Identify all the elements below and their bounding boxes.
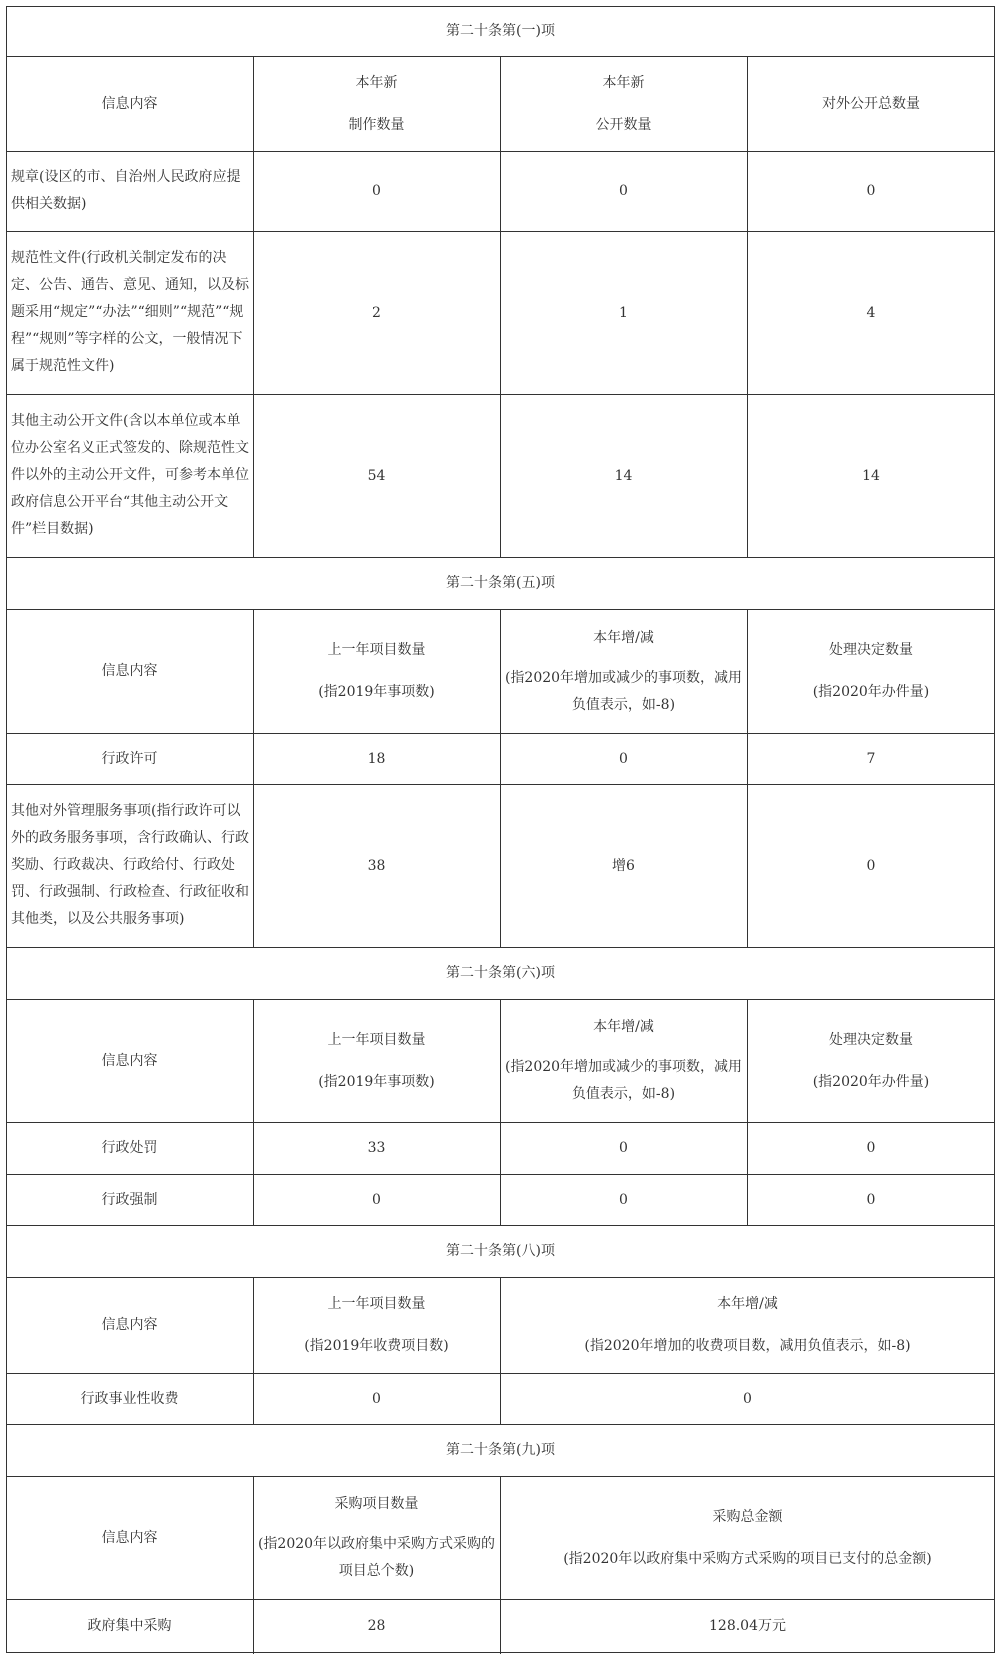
header-prev-year-fees: 上一年项目数量 (指2019年收费项目数): [304, 1296, 449, 1354]
row-value: 7: [866, 750, 876, 767]
row-value: 0: [866, 183, 876, 199]
row-value: 18: [367, 750, 386, 767]
row-value: 0: [372, 183, 381, 199]
section-title-1: 第二十条第(一)项: [446, 23, 555, 39]
row-value: 0: [619, 1140, 628, 1156]
header-info-content: 信息内容: [101, 1529, 158, 1546]
header-total-public: 对外公开总数量: [822, 95, 920, 112]
header-year-change: 本年增/减 (指2020年增加或减少的事项数，减用 负值表示，如-8): [504, 629, 743, 713]
header-info-content: 信息内容: [101, 1317, 158, 1333]
row-value: 14: [614, 467, 633, 484]
row-value: 28: [367, 1618, 386, 1634]
row-label-admin-license: 行政许可: [101, 750, 158, 767]
row-label-normative-docs: 规范性文件(行政机关制定发布的决定、公告、通告、意见、通知，以及标题采用“规定”“办法”“细则”“规范”“规程”“规则”等字样的公文，一般情况下属于规范性文件): [11, 250, 249, 374]
row-label-regulations: 规章(设区的市、自治州人民政府应提供相关数据): [11, 169, 241, 212]
header-decision-count: 处理决定数量 (指2020年办件量): [812, 1031, 930, 1090]
row-value: 4: [866, 304, 876, 321]
header-info-content: 信息内容: [101, 95, 158, 112]
header-decision-count: 处理决定数量 (指2020年办件量): [812, 642, 930, 700]
row-value: 2: [372, 304, 381, 321]
row-value: 0: [743, 1390, 752, 1407]
row-label-gov-procurement: 政府集中采购: [87, 1618, 172, 1634]
row-value: 33: [367, 1140, 386, 1156]
row-value: 38: [367, 857, 386, 874]
row-label-other-services: 其他对外管理服务事项(指行政许可以外的政务服务事项，含行政确认、行政奖励、行政裁决、行政给付、行政处罚、行政强制、行政检查、行政征收和其他类，以及公共服务事项): [11, 803, 249, 927]
header-prev-year-count: 上一年项目数量 (指2019年事项数): [318, 1031, 435, 1090]
row-value: 14: [862, 467, 880, 484]
row-value: 128.04万元: [709, 1618, 786, 1634]
row-value: 54: [367, 467, 386, 484]
row-label-other-public-docs: 其他主动公开文件(含以本单位或本单位办公室名义正式签发的、除规范性文件以外的主动公开文件，可参考本单位政府信息公开平台“其他主动公开文件”栏目数据): [11, 413, 249, 537]
row-label-admin-fees: 行政事业性收费: [80, 1390, 179, 1407]
row-value: 0: [372, 1390, 381, 1407]
row-value: 0: [866, 1191, 876, 1208]
row-value: 增6: [612, 857, 635, 874]
header-procurement-amount: 采购总金额 (指2020年以政府集中采购方式采购的项目已支付的总金额): [563, 1508, 932, 1567]
header-info-content: 信息内容: [101, 1052, 158, 1069]
header-info-content: 信息内容: [101, 663, 158, 679]
section-title-5: 第二十条第(五)项: [446, 575, 555, 591]
row-value: 0: [619, 1191, 628, 1208]
header-year-change: 本年增/减 (指2020年增加或减少的事项数，减用 负值表示，如-8): [504, 1019, 743, 1102]
row-value: 1: [619, 304, 628, 321]
section-title-9: 第二十条第(九)项: [446, 1442, 555, 1458]
row-value: 0: [619, 750, 628, 767]
section-title-6: 第二十条第(六)项: [446, 965, 555, 981]
header-procurement-count: 采购项目数量 (指2020年以政府集中采购方式采购的 项目总个数): [257, 1496, 496, 1579]
row-value: 0: [372, 1191, 381, 1208]
header-prev-year-count: 上一年项目数量 (指2019年事项数): [318, 642, 435, 700]
header-fee-change: 本年增/减 (指2020年增加的收费项目数，减用负值表示，如-8): [584, 1296, 911, 1354]
row-value: 0: [866, 1140, 876, 1156]
row-value: 0: [619, 183, 628, 199]
row-value: 0: [866, 857, 876, 874]
row-label-admin-enforcement: 行政强制: [101, 1191, 158, 1208]
row-label-admin-penalty: 行政处罚: [101, 1140, 158, 1156]
header-new-public: 本年新 公开数量: [595, 74, 652, 133]
section-title-8: 第二十条第(八)项: [446, 1243, 555, 1259]
header-new-made: 本年新 制作数量: [348, 74, 405, 133]
